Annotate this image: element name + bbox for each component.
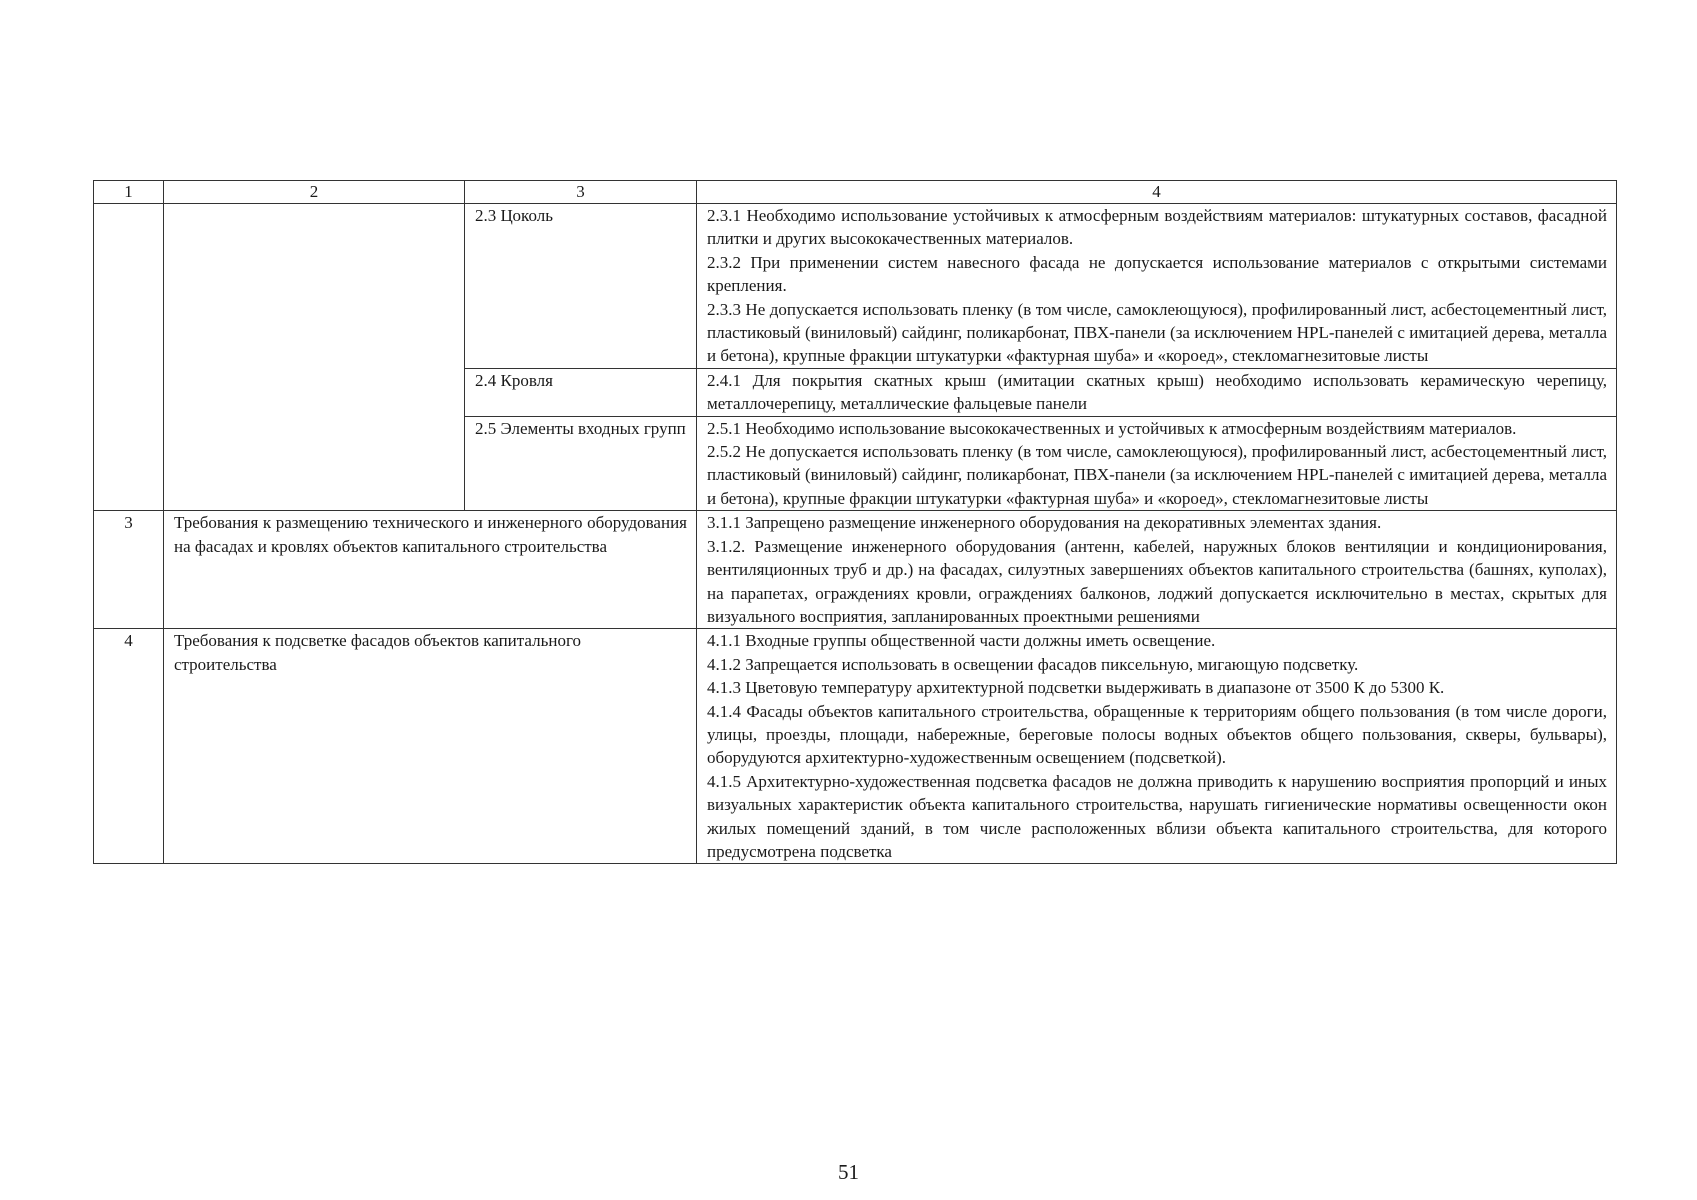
paragraph-2-5-2: 2.5.2 Не допускается использовать пленку (в том числе, самоклеющуюся), профилированный лист, асбестоцементный лист, пластиковый (виниловый) сайдинг, поликарбонат, ПВХ-панели (за исключением HPL-панелей с имитацией дерева, металла и бетона), крупные фракции штукатурки «фактурная шуба» и «короед», стекломагнезитовые листы — [707, 442, 1607, 508]
requirements-cell — [697, 204, 1617, 369]
paragraph-2-5-1: 2.5.1 Необходимо использование высококачественных и устойчивых к атмосферным воздействиям материалов. — [707, 418, 1517, 438]
row-2-number-cell — [94, 204, 164, 511]
paragraph-2-4-1: 2.4.1 Для покрытия скатных крыш (имитации скатных крыш) необходимо использовать керамическую черепицу, металлочерепицу, металлические фальцевые панели — [707, 370, 1607, 414]
table-header-row — [94, 181, 1617, 204]
requirements-table — [93, 180, 1617, 864]
subsection-title: 2.4 Кровля — [475, 370, 553, 390]
subsection-cell — [465, 368, 697, 416]
row-title-cell — [164, 629, 697, 864]
paragraph-4-1-5: 4.1.5 Архитектурно-художественная подсветка фасадов не должна приводить к нарушению восприятия пропорций и иных визуальных характеристик объекта капитального строительства, нарушать гигиенические нормативы освещенности окон жилых помещений зданий, в том числе расположенных вблизи объекта капитального строительства, для которого предусмотрена подсветка — [707, 771, 1607, 861]
paragraph-2-3-1: 2.3.1 Необходимо использование устойчивых к атмосферным воздействиям материалов: штукатурных составов, фасадной плитки и других высококачественных материалов. — [707, 206, 1607, 249]
page-number: 51 — [838, 1160, 859, 1184]
header-col-2: 2 — [164, 181, 465, 204]
paragraph-4-1-4: 4.1.4 Фасады объектов капитального строительства, обращенные к территориям общего пользования (в том числе дороги, улицы, проезды, площади, набережные, береговые полосы водных объектов общего пользования, скверы, бульвары), оборудуются архитектурно-художественным освещением (подсветкой). — [707, 701, 1607, 768]
subsection-cell — [465, 416, 697, 511]
row-number-cell: 3 — [94, 511, 164, 629]
subsection-cell — [465, 204, 697, 369]
subsection-title: 2.5 Элементы входных групп — [475, 418, 686, 438]
requirements-cell — [697, 368, 1617, 416]
requirements-cell — [697, 629, 1617, 864]
row-number-cell: 4 — [94, 629, 164, 864]
row-4-title: Требования к подсветке фасадов объектов капитального строительства — [174, 631, 581, 674]
table-row-3 — [94, 511, 1617, 629]
paragraph-2-3-3: 2.3.3 Не допускается использовать пленку (в том числе, самоклеющуюся), профилированный лист, асбестоцементный лист, пластиковый (виниловый) сайдинг, поликарбонат, ПВХ-панели (за исключением HPL-панелей с имитацией дерева, металла и бетона), крупные фракции штукатурки «фактурная шуба» и «короед», стекломагнезитовые листы — [707, 299, 1607, 366]
paragraph-4-1-1: 4.1.1 Входные группы общественной части должны иметь освещение. — [707, 631, 1216, 651]
requirements-cell — [697, 416, 1617, 511]
row-3-title: Требования к размещению технического и инженерного оборудования на фасадах и кровлях объектов капитального строительства — [174, 513, 687, 556]
paragraph-4-1-3: 4.1.3 Цветовую температуру архитектурной подсветки выдерживать в диапазоне от 3500 К до 5300 К. — [707, 678, 1445, 698]
paragraph-3-1-2: 3.1.2. Размещение инженерного оборудования (антенн, кабелей, наружных блоков вентиляции и кондиционирования, вентиляционных труб и др.) на фасадах, силуэтных завершениях объектов капитального строительства (башнях, куполах), на парапетах, ограждениях кровли, ограждениях балконов, лоджий допускается исключительно в местах, скрытых для визуального восприятия, запланированных проектными решениями — [707, 536, 1607, 626]
subsection-title: 2.3 Цоколь — [475, 206, 553, 225]
paragraph-4-1-2: 4.1.2 Запрещается использовать в освещении фасадов пиксельную, мигающую подсветку. — [707, 654, 1359, 674]
requirements-cell — [697, 511, 1617, 629]
header-col-3: 3 — [465, 181, 697, 204]
table-row-2-3 — [94, 204, 1617, 369]
header-col-1: 1 — [94, 181, 164, 204]
paragraph-3-1-1: 3.1.1 Запрещено размещение инженерного оборудования на декоративных элементах здания. — [707, 513, 1382, 533]
row-title-cell — [164, 511, 697, 629]
header-col-4: 4 — [697, 181, 1617, 204]
paragraph-2-3-2: 2.3.2 При применении систем навесного фасада не допускается использование материалов с открытыми системами крепления. — [707, 252, 1607, 296]
table-row-4 — [94, 629, 1617, 864]
row-2-title-cell — [164, 204, 465, 511]
